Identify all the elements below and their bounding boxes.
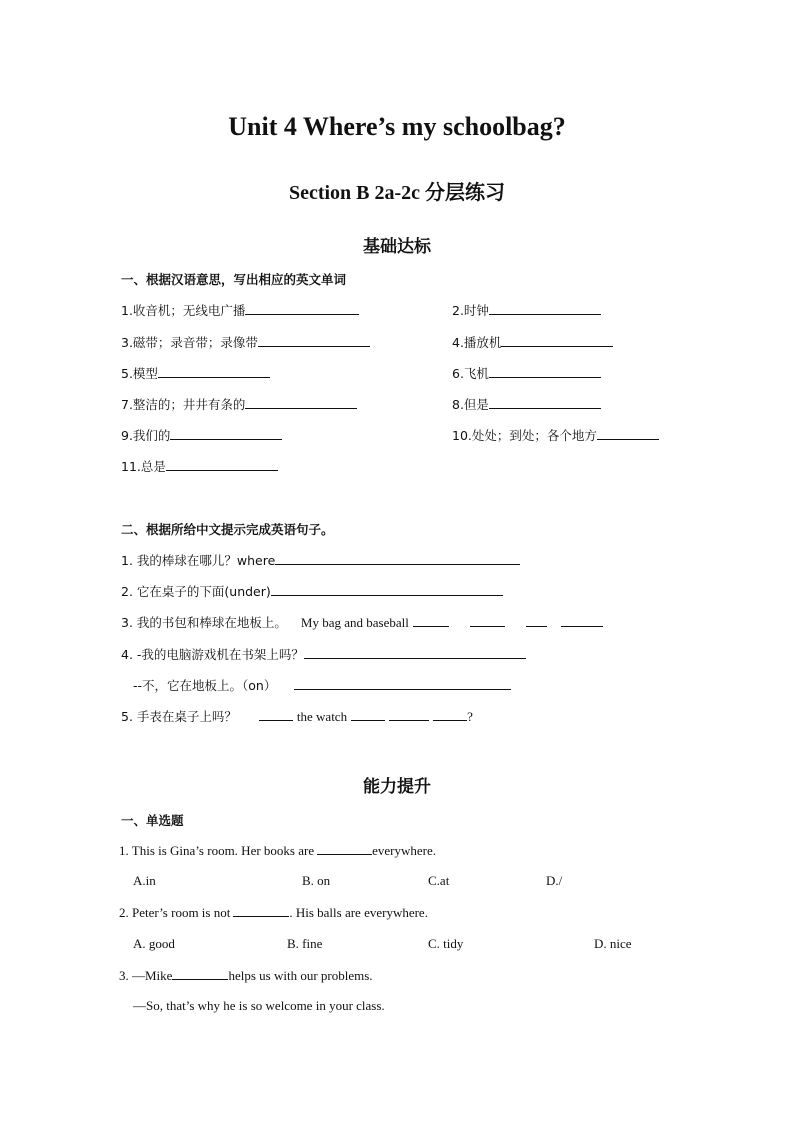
vocab-item: 7.整洁的；井井有条的 [121,395,357,413]
mc-question: 3. —Mike helps us with our problems. [119,968,373,983]
mc-option[interactable]: B. fine [287,936,323,951]
page-subtitle: Section B 2a-2c 分层练习 [288,182,506,204]
mc-question: 2. Peter’s room is not . His balls are everywhere. [119,905,428,920]
answer-blank[interactable] [172,967,228,980]
vocab-item: 1.收音机；无线电广播 [121,301,359,319]
answer-blank[interactable] [259,708,293,721]
answer-blank[interactable] [501,334,613,347]
sentence-item: 3. 我的书包和棒球在地板上。 My bag and baseball [121,613,603,631]
answer-blank[interactable] [158,365,270,378]
vocab-item: 3.磁带；录音带；录像带 [121,333,370,351]
vocab-item: 10.处处；到处；各个地方 [452,426,659,444]
vocab-item: 5.模型 [121,364,270,382]
vocab-item: 11.总是 [121,457,278,475]
section2-label: 二、根据所给中文提示完成英语句子。 [121,522,334,537]
mc-option[interactable]: B. on [302,873,331,888]
answer-blank[interactable] [489,396,601,409]
mc-section-label: 一、单选题 [121,813,184,828]
answer-blank[interactable] [413,614,449,627]
part2-heading: 能力提升 [363,777,431,797]
answer-blank[interactable] [170,427,282,440]
sentence-item: --不，它在地板上。（on） [133,676,511,694]
answer-blank[interactable] [245,396,357,409]
mc-question-line: —So, that’s why he is so welcome in your class. [133,998,385,1013]
answer-blank[interactable] [433,708,467,721]
mc-option[interactable]: C.at [428,873,450,888]
answer-blank[interactable] [489,365,601,378]
part1-heading: 基础达标 [363,237,431,257]
mc-option[interactable]: C. tidy [428,936,464,951]
answer-blank[interactable] [489,302,601,315]
sentence-item: 2. 它在桌子的下面(under) [121,582,503,600]
answer-blank[interactable] [294,677,511,690]
answer-blank[interactable] [166,458,278,471]
section1-label: 一、根据汉语意思，写出相应的英文单词 [121,272,347,287]
mc-option[interactable]: D. nice [594,936,632,951]
sentence-item: 1. 我的棒球在哪儿？where [121,551,520,569]
answer-blank[interactable] [258,334,370,347]
answer-blank[interactable] [597,427,659,440]
vocab-item: 2.时钟 [452,301,601,319]
answer-blank[interactable] [470,614,505,627]
vocab-item: 8.但是 [452,395,601,413]
answer-blank[interactable] [561,614,603,627]
answer-blank[interactable] [275,552,520,565]
answer-blank[interactable] [389,708,429,721]
answer-blank[interactable] [317,842,372,855]
mc-option[interactable]: A.in [133,873,156,888]
answer-blank[interactable] [245,302,359,315]
answer-blank[interactable] [351,708,385,721]
mc-option[interactable]: D./ [546,873,563,888]
vocab-item: 9.我们的 [121,426,282,444]
vocab-item: 6.飞机 [452,364,601,382]
answer-blank[interactable] [233,904,289,917]
page-title: Unit 4 Where’s my schoolbag? [228,112,566,141]
mc-option[interactable]: A. good [133,936,175,951]
answer-blank[interactable] [304,646,526,659]
answer-blank[interactable] [271,583,503,596]
mc-question: 1. This is Gina’s room. Her books are everywhere. [119,843,436,858]
vocab-item: 4.播放机 [452,333,613,351]
answer-blank[interactable] [526,614,547,627]
sentence-item: 5. 手表在桌子上吗？ the watch ? [121,709,473,724]
sentence-item: 4. -我的电脑游戏机在书架上吗？ [121,645,526,663]
